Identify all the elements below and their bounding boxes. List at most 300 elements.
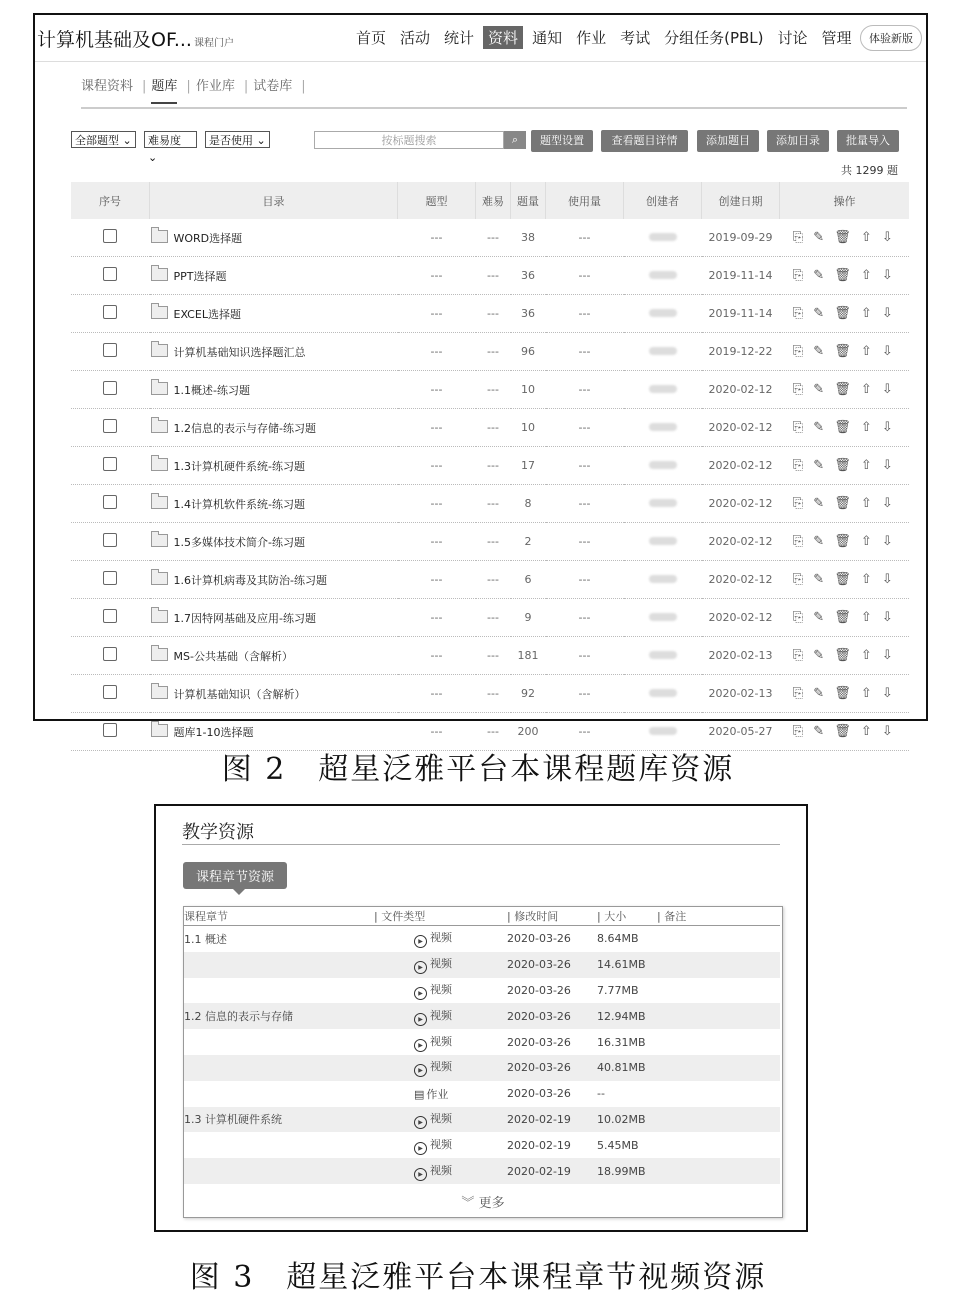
size-cell: 5.45MB xyxy=(597,1138,639,1152)
row-action-icons[interactable]: ⎘ ✎ 🗑 ⇧ ⇩ xyxy=(792,686,896,701)
blurred-creator-name xyxy=(649,651,677,659)
usage-cell: --- xyxy=(546,599,624,637)
actions-cell xyxy=(780,485,910,523)
difficulty-select[interactable]: 难易度 ⌄ xyxy=(144,131,197,148)
video-play-icon: ▶ xyxy=(414,1013,427,1026)
col-size: | 大小 xyxy=(597,907,657,926)
file-type-cell[interactable] xyxy=(374,1132,507,1158)
row-checkbox-cell xyxy=(71,409,150,447)
table-row xyxy=(71,409,909,447)
creator-cell xyxy=(624,257,702,295)
table-row xyxy=(71,447,909,485)
directory-cell[interactable] xyxy=(150,485,398,523)
figure-3-chapter-resources xyxy=(154,804,808,1232)
creator-cell xyxy=(624,561,702,599)
row-checkbox[interactable] xyxy=(103,229,117,243)
table-row xyxy=(71,637,909,675)
table-row xyxy=(184,1055,780,1081)
directory-name: 1.7因特网基础及应用-练习题 xyxy=(173,611,316,625)
row-checkbox-cell xyxy=(71,561,150,599)
blurred-creator-name xyxy=(649,689,677,697)
file-type-label: 视频 xyxy=(430,931,452,945)
size-cell: 10.02MB xyxy=(597,1107,657,1133)
folder-icon xyxy=(151,686,168,699)
directory-cell[interactable] xyxy=(150,295,398,333)
col-directory: 目录 xyxy=(150,182,398,219)
modified-cell: 2020-02-19 xyxy=(507,1138,571,1152)
course-portal-label: 课程门户 xyxy=(193,38,234,49)
table-row xyxy=(71,485,909,523)
row-action-icons[interactable]: ⎘ ✎ 🗑 ⇧ ⇩ xyxy=(792,648,896,663)
usage-cell: --- xyxy=(546,713,624,751)
usage-select[interactable]: 是否使用 ⌄ xyxy=(205,131,270,148)
row-action-icons[interactable]: ⎘ ✎ 🗑 ⇧ ⇩ xyxy=(792,458,896,473)
creator-cell xyxy=(624,295,702,333)
row-action-icons[interactable]: ⎘ ✎ 🗑 ⇧ ⇩ xyxy=(792,230,896,245)
folder-icon xyxy=(151,344,168,357)
folder-icon xyxy=(151,572,168,585)
difficulty-cell: --- xyxy=(476,257,511,295)
usage-cell: --- xyxy=(546,637,624,675)
modified-cell: 2020-02-19 xyxy=(507,1158,597,1184)
usage-cell: --- xyxy=(546,219,624,257)
difficulty-cell: --- xyxy=(476,409,511,447)
file-type-label: 视频 xyxy=(430,1008,452,1022)
blurred-creator-name xyxy=(649,575,677,583)
size-cell: 12.94MB xyxy=(597,1003,657,1029)
usage-cell: --- xyxy=(546,409,624,447)
nav-manage[interactable]: 管理 xyxy=(821,29,852,47)
col-date: 创建日期 xyxy=(702,182,780,219)
count-cell: 96 xyxy=(511,333,546,371)
title-divider xyxy=(182,844,780,845)
row-checkbox[interactable] xyxy=(103,609,117,623)
type-cell: --- xyxy=(398,257,476,295)
row-action-icons[interactable]: ⎘ ✎ 🗑 ⇧ ⇩ xyxy=(792,306,896,321)
top-navigation-bar xyxy=(35,15,926,62)
usage-cell: --- xyxy=(546,333,624,371)
blurred-creator-name xyxy=(649,461,677,469)
file-type-label: 视频 xyxy=(430,1163,452,1177)
folder-icon xyxy=(151,382,168,395)
difficulty-cell: --- xyxy=(476,599,511,637)
directory-cell[interactable] xyxy=(150,257,398,295)
row-action-icons[interactable]: ⎘ ✎ 🗑 ⇧ ⇩ xyxy=(792,534,896,549)
date-cell: 2020-02-12 xyxy=(702,561,780,599)
modified-cell: 2020-03-26 xyxy=(507,1087,571,1101)
creator-cell xyxy=(624,485,702,523)
tab-homework-bank[interactable]: 作业库 xyxy=(195,79,235,94)
row-checkbox[interactable] xyxy=(103,419,117,433)
actions-cell xyxy=(780,637,910,675)
table-row xyxy=(184,1132,780,1158)
modified-cell: 2020-03-26 xyxy=(507,1055,597,1081)
col-file-type: | 文件类型 xyxy=(374,907,507,926)
file-type-label: 视频 xyxy=(430,957,452,971)
actions-cell xyxy=(780,295,910,333)
folder-icon xyxy=(151,268,168,281)
col-actions: 操作 xyxy=(780,182,910,219)
notes-cell xyxy=(657,1081,780,1107)
creator-cell xyxy=(624,599,702,637)
table-row xyxy=(184,952,780,978)
file-type-cell[interactable] xyxy=(374,1158,507,1184)
modified-cell: 2020-03-26 xyxy=(507,932,571,946)
count-cell: 17 xyxy=(511,447,546,485)
file-type-cell[interactable] xyxy=(374,1003,507,1029)
count-cell: 36 xyxy=(511,295,546,333)
question-type-select[interactable]: 全部题型 ⌄ xyxy=(71,131,136,148)
usage-cell: --- xyxy=(546,485,624,523)
folder-icon xyxy=(151,458,168,471)
video-play-icon: ▶ xyxy=(414,1064,427,1077)
count-cell: 9 xyxy=(511,599,546,637)
count-cell: 36 xyxy=(511,257,546,295)
video-play-icon: ▶ xyxy=(414,1116,427,1129)
folder-icon xyxy=(151,420,168,433)
notes-cell xyxy=(657,1107,780,1133)
difficulty-cell: --- xyxy=(476,713,511,751)
file-type-cell[interactable] xyxy=(374,926,507,952)
directory-cell[interactable] xyxy=(150,523,398,561)
date-cell: 2019-11-14 xyxy=(702,295,780,333)
row-checkbox[interactable] xyxy=(103,533,117,547)
tab-course-materials[interactable]: 课程资料 xyxy=(81,79,134,94)
blurred-creator-name xyxy=(649,271,677,279)
difficulty-cell: --- xyxy=(476,561,511,599)
nav-stats[interactable]: 统计 xyxy=(444,29,475,47)
blurred-creator-name xyxy=(649,499,677,507)
teaching-resources-title: 教学资源 xyxy=(182,822,254,843)
row-checkbox-cell xyxy=(71,485,150,523)
row-checkbox[interactable] xyxy=(103,495,117,509)
usage-cell: --- xyxy=(546,675,624,713)
count-cell: 38 xyxy=(511,219,546,257)
directory-cell[interactable] xyxy=(150,561,398,599)
date-cell: 2020-02-12 xyxy=(702,447,780,485)
main-nav xyxy=(351,26,861,49)
date-cell: 2019-12-22 xyxy=(702,333,780,371)
directory-cell[interactable] xyxy=(150,409,398,447)
nav-homework[interactable]: 作业 xyxy=(576,29,607,47)
type-cell: --- xyxy=(398,713,476,751)
add-directory-button[interactable]: 添加目录 xyxy=(767,130,829,152)
notes-cell xyxy=(657,1029,780,1055)
row-action-icons[interactable]: ⎘ ✎ 🗑 ⇧ ⇩ xyxy=(792,496,896,511)
type-cell: --- xyxy=(398,333,476,371)
col-count: 题量 xyxy=(511,182,546,219)
count-cell: 2 xyxy=(511,523,546,561)
search-input[interactable]: 按标题搜索 xyxy=(314,131,504,149)
tab-separator: | xyxy=(301,79,306,94)
usage-cell: --- xyxy=(546,561,624,599)
creator-cell xyxy=(624,219,702,257)
type-cell: --- xyxy=(398,295,476,333)
row-action-icons[interactable]: ⎘ ✎ 🗑 ⇧ ⇩ xyxy=(792,344,896,359)
directory-name: 计算机基础知识选择题汇总 xyxy=(173,345,306,359)
directory-cell[interactable] xyxy=(150,371,398,409)
date-cell: 2020-02-13 xyxy=(702,637,780,675)
table-row xyxy=(184,1158,780,1184)
date-cell: 2019-11-14 xyxy=(702,257,780,295)
row-checkbox-cell xyxy=(71,219,150,257)
row-checkbox[interactable] xyxy=(103,571,117,585)
figure-3-caption: 图 3 超星泛雅平台本课程章节视频资源 xyxy=(189,1260,767,1295)
question-type-settings-button[interactable]: 题型设置 xyxy=(531,130,593,152)
blurred-creator-name xyxy=(649,385,677,393)
more-link[interactable] xyxy=(184,1192,782,1211)
folder-icon xyxy=(151,534,168,547)
date-cell: 2020-05-27 xyxy=(702,713,780,751)
count-cell: 200 xyxy=(511,713,546,751)
figure-2-question-bank xyxy=(33,13,928,739)
double-chevron-down-icon: ︾ xyxy=(461,1196,475,1211)
directory-name: 1.6计算机病毒及其防治-练习题 xyxy=(173,573,327,587)
nav-home[interactable]: 首页 xyxy=(356,29,387,47)
directory-cell[interactable] xyxy=(150,333,398,371)
col-type: 题型 xyxy=(398,182,476,219)
table-row xyxy=(71,561,909,599)
row-checkbox-cell xyxy=(71,295,150,333)
row-checkbox-cell xyxy=(71,637,150,675)
row-checkbox[interactable] xyxy=(103,343,117,357)
type-cell: --- xyxy=(398,447,476,485)
creator-cell xyxy=(624,409,702,447)
directory-cell[interactable] xyxy=(150,447,398,485)
difficulty-cell: --- xyxy=(476,523,511,561)
usage-cell: --- xyxy=(546,371,624,409)
table-row xyxy=(71,257,909,295)
file-type-label: 视频 xyxy=(430,1034,452,1048)
modified-cell: 2020-02-19 xyxy=(507,1107,597,1133)
date-cell: 2019-09-29 xyxy=(702,219,780,257)
directory-name: MS-公共基础（含解析） xyxy=(173,649,293,663)
date-cell: 2020-02-12 xyxy=(702,523,780,561)
video-play-icon: ▶ xyxy=(414,961,427,974)
row-checkbox[interactable] xyxy=(103,723,117,737)
type-cell: --- xyxy=(398,409,476,447)
col-index: 序号 xyxy=(71,182,150,219)
type-cell: --- xyxy=(398,637,476,675)
table-header xyxy=(71,182,909,219)
notes-cell xyxy=(657,1055,780,1081)
type-cell: --- xyxy=(398,371,476,409)
creator-cell xyxy=(624,447,702,485)
modified-cell: 2020-03-26 xyxy=(507,952,597,978)
nav-discussion[interactable]: 讨论 xyxy=(777,29,808,47)
row-action-icons[interactable]: ⎘ ✎ 🗑 ⇧ ⇩ xyxy=(792,724,896,739)
actions-cell xyxy=(780,371,910,409)
size-cell: 18.99MB xyxy=(597,1158,657,1184)
chapter-cell: 1.2 信息的表示与存储 xyxy=(184,1003,374,1029)
file-type-cell[interactable] xyxy=(374,952,507,978)
type-cell: --- xyxy=(398,523,476,561)
row-checkbox[interactable] xyxy=(103,267,117,281)
batch-import-button[interactable]: 批量导入 xyxy=(837,130,899,152)
col-usage: 使用量 xyxy=(546,182,624,219)
row-action-icons[interactable]: ⎘ ✎ 🗑 ⇧ ⇩ xyxy=(792,610,896,625)
folder-icon xyxy=(151,306,168,319)
row-checkbox[interactable] xyxy=(103,305,117,319)
total-count: 共 1299 题 xyxy=(841,164,898,177)
creator-cell xyxy=(624,637,702,675)
row-checkbox-cell xyxy=(71,371,150,409)
row-action-icons[interactable]: ⎘ ✎ 🗑 ⇧ ⇩ xyxy=(792,382,896,397)
nav-resources[interactable]: 资料 xyxy=(483,26,523,49)
blurred-creator-name xyxy=(649,613,677,621)
actions-cell xyxy=(780,333,910,371)
count-cell: 10 xyxy=(511,371,546,409)
table-row xyxy=(71,523,909,561)
folder-icon xyxy=(151,648,168,661)
resource-subtabs xyxy=(81,75,907,109)
blurred-creator-name xyxy=(649,309,677,317)
add-question-button[interactable]: 添加题目 xyxy=(697,130,759,152)
chapter-cell xyxy=(184,1055,374,1081)
nav-notice[interactable]: 通知 xyxy=(532,29,563,47)
creator-cell xyxy=(624,523,702,561)
difficulty-cell: --- xyxy=(476,675,511,713)
blurred-creator-name xyxy=(649,423,677,431)
view-question-details-button[interactable]: 查看题目详情 xyxy=(601,130,688,152)
table-row xyxy=(184,1081,780,1107)
file-type-cell[interactable] xyxy=(374,1055,507,1081)
notes-cell xyxy=(657,1003,780,1029)
video-play-icon: ▶ xyxy=(414,1039,427,1052)
directory-cell[interactable] xyxy=(150,637,398,675)
tab-question-bank[interactable]: 题库 xyxy=(151,75,177,104)
directory-name: PPT选择题 xyxy=(173,269,227,283)
file-type-label: 作业 xyxy=(426,1087,449,1101)
type-cell: --- xyxy=(398,599,476,637)
row-checkbox[interactable] xyxy=(103,381,117,395)
type-cell: --- xyxy=(398,219,476,257)
row-checkbox-cell xyxy=(71,599,150,637)
tab-separator: | xyxy=(243,79,249,94)
actions-cell xyxy=(780,219,910,257)
size-cell: 8.64MB xyxy=(597,932,639,946)
directory-name: 1.3计算机硬件系统-练习题 xyxy=(173,459,305,473)
blurred-creator-name xyxy=(649,727,677,735)
difficulty-cell: --- xyxy=(476,295,511,333)
row-action-icons[interactable]: ⎘ ✎ 🗑 ⇧ ⇩ xyxy=(792,420,896,435)
file-type-cell[interactable] xyxy=(374,978,507,1004)
notes-cell xyxy=(657,952,780,978)
col-creator: 创建者 xyxy=(624,182,702,219)
directory-name: WORD选择题 xyxy=(173,231,243,245)
new-version-button[interactable]: 体验新版 xyxy=(860,25,922,51)
nav-activity[interactable]: 活动 xyxy=(400,29,431,47)
question-bank-table xyxy=(71,182,909,751)
usage-cell: --- xyxy=(546,257,624,295)
file-type-label: 视频 xyxy=(430,1060,452,1074)
directory-cell[interactable] xyxy=(150,599,398,637)
tab-paper-bank[interactable]: 试卷库 xyxy=(253,79,293,94)
row-checkbox-cell xyxy=(71,447,150,485)
col-chapter: 课程章节 xyxy=(184,907,374,926)
chapter-resources-button[interactable]: 课程章节资源 xyxy=(183,862,287,889)
course-title[interactable] xyxy=(37,25,234,52)
type-cell: --- xyxy=(398,561,476,599)
table-header xyxy=(184,907,780,926)
figure-2-caption: 图 2 超星泛雅平台本课程题库资源 xyxy=(221,752,735,787)
actions-cell xyxy=(780,675,910,713)
row-checkbox[interactable] xyxy=(103,647,117,661)
count-cell: 8 xyxy=(511,485,546,523)
row-checkbox-cell xyxy=(71,523,150,561)
chapter-resources-panel xyxy=(183,906,783,1218)
chapter-cell xyxy=(184,1081,374,1107)
modified-cell: 2020-03-26 xyxy=(507,1035,571,1049)
search-icon[interactable]: ⌕ xyxy=(504,131,526,149)
difficulty-cell: --- xyxy=(476,333,511,371)
chapter-cell xyxy=(184,1029,374,1055)
file-type-cell[interactable] xyxy=(374,1107,507,1133)
usage-cell: --- xyxy=(546,295,624,333)
table-row xyxy=(71,295,909,333)
col-difficulty: 难易 xyxy=(476,182,511,219)
date-cell: 2020-02-12 xyxy=(702,409,780,447)
date-cell: 2020-02-12 xyxy=(702,371,780,409)
file-type-cell[interactable] xyxy=(374,1029,507,1055)
difficulty-cell: --- xyxy=(476,485,511,523)
creator-cell xyxy=(624,675,702,713)
usage-cell: --- xyxy=(546,523,624,561)
row-action-icons[interactable]: ⎘ ✎ 🗑 ⇧ ⇩ xyxy=(792,572,896,587)
size-cell: 14.61MB xyxy=(597,952,657,978)
row-checkbox[interactable] xyxy=(103,685,117,699)
size-cell: 7.77MB xyxy=(597,983,639,997)
difficulty-cell: --- xyxy=(476,447,511,485)
table-row xyxy=(184,1107,780,1133)
chapter-cell: 1.3 计算机硬件系统 xyxy=(184,1107,374,1133)
directory-cell[interactable] xyxy=(150,219,398,257)
modified-cell: 2020-03-26 xyxy=(507,983,571,997)
video-play-icon: ▶ xyxy=(414,935,427,948)
count-cell: 181 xyxy=(511,637,546,675)
nav-group-task[interactable]: 分组任务(PBL) xyxy=(664,29,764,47)
blurred-creator-name xyxy=(649,347,677,355)
directory-name: 1.5多媒体技术简介-练习题 xyxy=(173,535,305,549)
file-type-label: 视频 xyxy=(430,1111,452,1125)
file-type-label: 视频 xyxy=(430,1137,452,1151)
row-action-icons[interactable]: ⎘ ✎ 🗑 ⇧ ⇩ xyxy=(792,268,896,283)
difficulty-cell: --- xyxy=(476,637,511,675)
creator-cell xyxy=(624,333,702,371)
nav-exam[interactable]: 考试 xyxy=(620,29,651,47)
actions-cell xyxy=(780,257,910,295)
folder-icon xyxy=(151,724,168,737)
folder-icon xyxy=(151,230,168,243)
row-checkbox-cell xyxy=(71,333,150,371)
directory-name: 1.4计算机软件系统-练习题 xyxy=(173,497,305,511)
course-name: 计算机基础及OF... xyxy=(37,29,192,51)
row-checkbox[interactable] xyxy=(103,457,117,471)
directory-cell[interactable] xyxy=(150,675,398,713)
notes-cell xyxy=(657,978,780,1004)
actions-cell xyxy=(780,523,910,561)
table-row xyxy=(71,371,909,409)
count-cell: 6 xyxy=(511,561,546,599)
directory-name: 1.1概述-练习题 xyxy=(173,383,250,397)
tab-separator: | xyxy=(142,79,147,94)
more-label: 更多 xyxy=(478,1196,505,1211)
blurred-creator-name xyxy=(649,233,677,241)
row-checkbox-cell xyxy=(71,257,150,295)
actions-cell xyxy=(780,447,910,485)
video-play-icon: ▶ xyxy=(414,1168,427,1181)
file-type-cell[interactable] xyxy=(374,1081,507,1107)
